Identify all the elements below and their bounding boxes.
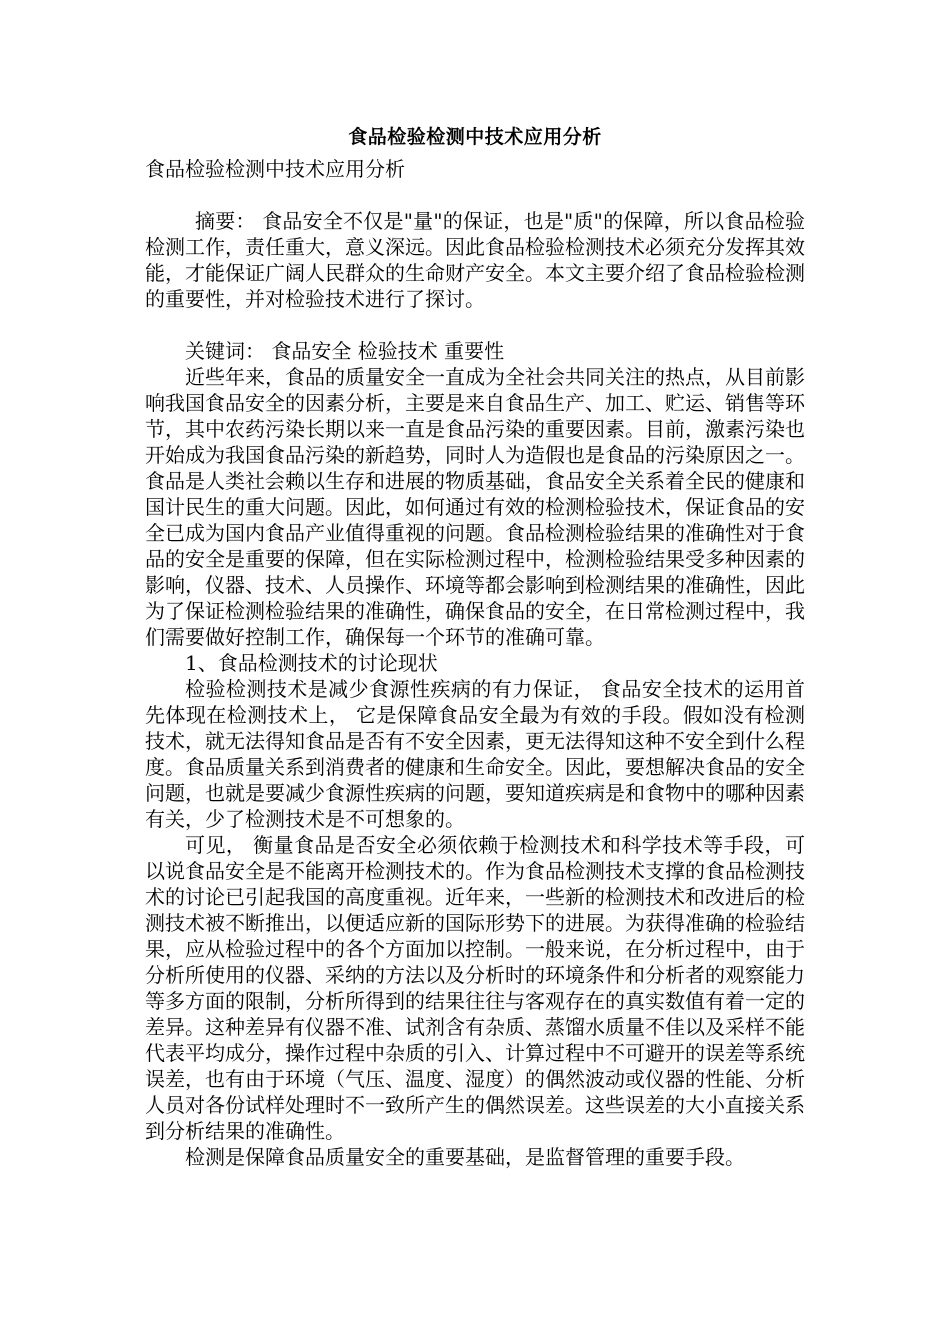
body-paragraph: 检测是保障食品质量安全的重要基础，是监督管理的重要手段。 <box>185 1145 745 1169</box>
document-subtitle: 食品检验检测中技术应用分析 <box>145 157 405 181</box>
document-page <box>145 118 805 1170</box>
intro-paragraph: 近些年来，食品的质量安全一直成为全社会共同关注的热点，从目前影响我国食品安全的因素分析，主要是来自食品生产、加工、贮运、销售等环节，其中农药污染长期以来一直是食品污染的重要因素。目前，激素污染也开始成为我国食品污染的新趋势，同时人为造假也是食品的污染原因之一。食品是人类社会赖以生存和进展的物质基础，食品安全关系着全民的健康和国计民生的重大问题。因此，如何通过有效的检测检验技术，保证食品的安全已成为国内食品产业值得重视的问题。食品检测检验结果的准确性对于食品的安全是重要的保障，但在实际检测过程中，检测检验结果受多种因素的影响，仪器、技术、人员操作、环境等都会影响到检测结果的准确性，因此为了保证检测检验结果的准确性，确保食品的安全，在日常检测过程中，我们需要做好控制工作，确保每一个环节的准确可靠。 <box>145 365 805 649</box>
keywords-line: 关键词： 食品安全 检验技术 重要性 <box>185 339 505 363</box>
document-title: 食品检验检测中技术应用分析 <box>348 126 602 148</box>
body-paragraph: 检验检测技术是减少食源性疾病的有力保证， 食品安全技术的运用首先体现在检测技术上， 它是保障食品安全最为有效的手段。假如没有检测技术，就无法得知食品是否有不安全因素，更无法得知这种不安全到什么程度。食品质量关系到消费者的健康和生命安全。因此，要想解决食品的安全问题，也就是要减少食源性疾病的问题，要知道疾病是和食物中的哪种因素有关，少了检测技术是不可想象的。 <box>145 677 805 831</box>
abstract-paragraph: 摘要： 食品安全不仅是"量"的保证，也是"质"的保障，所以食品检验检测工作，责任重大，意义深远。因此食品检验检测技术必须充分发挥其效能，才能保证广阔人民群众的生命财产安全。本文主要介绍了食品检验检测的重要性，并对检验技术进行了探讨。 <box>145 209 805 311</box>
section-heading: 1、食品检测技术的讨论现状 <box>185 651 438 675</box>
body-paragraph: 可见， 衡量食品是否安全必须依赖于检测技术和科学技术等手段，可以说食品安全是不能离开检测技术的。作为食品检测技术支撑的食品检测技术的讨论已引起我国的高度重视。近年来，一些新的检测技术和改进后的检测技术被不断推出，以便适应新的国际形势下的进展。为获得准确的检验结果，应从检验过程中的各个方面加以控制。一般来说，在分析过程中，由于分析所使用的仪器、采纳的方法以及分析时的环境条件和分析者的观察能力等多方面的限制，分析所得到的结果往往与客观存在的真实数值有着一定的差异。这种差异有仪器不准、试剂含有杂质、蒸馏水质量不佳以及采样不能代表平均成分，操作过程中杂质的引入、计算过程中不可避开的误差等系统误差，也有由于环境（气压、温度、湿度）的偶然波动或仪器的性能、分析人员对各份试样处理时不一致所产生的偶然误差。这些误差的大小直接关系到分析结果的准确性。 <box>145 833 805 1143</box>
